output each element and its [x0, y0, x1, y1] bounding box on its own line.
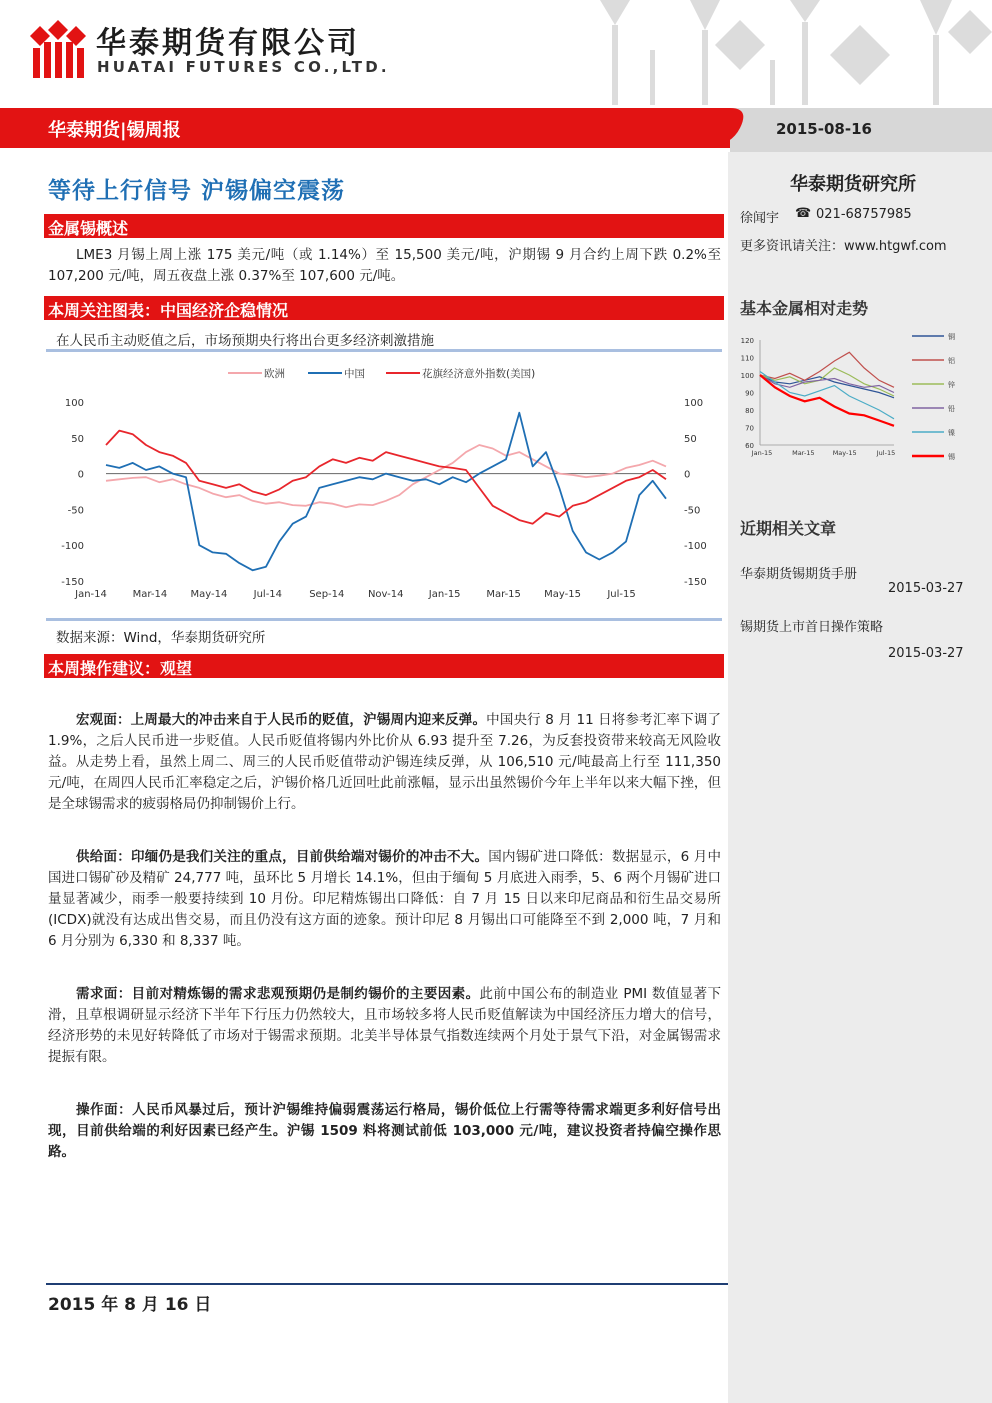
report-section-title: 华泰期货|锡周报	[48, 120, 181, 141]
section-bar-tail	[690, 108, 750, 148]
y-tick-label: 80	[745, 407, 754, 415]
supply-lead: 供给面：印缅仍是我们关注的重点，目前供给端对锡价的冲击不大。	[76, 849, 489, 865]
y-tick-label-right: 50	[684, 433, 697, 445]
legend-label: 锡	[948, 453, 955, 461]
huatai-logo-icon	[30, 20, 86, 78]
x-tick-label: Mar-14	[132, 589, 168, 600]
article-date: 2015-03-27	[888, 581, 964, 596]
sidebar-articles-title: 近期相关文章	[740, 519, 837, 538]
y-tick-label-left: 50	[71, 433, 84, 445]
y-tick-label-right: 0	[684, 469, 691, 481]
company-name-cn: 华泰期货有限公司	[96, 26, 360, 61]
operation-paragraph: 操作面：人民币风暴过后，预计沪锡维持偏弱震荡运行格局，锡价低位上行需等待需求端更多利好信号出现，目前供给端的利好因素已经产生。沪锡 1509 料将测试前低 103,000 元/吨，建议投资者持偏空操作思路。	[48, 1102, 721, 1160]
sidebar-phone: 021-68757985	[816, 207, 912, 222]
y-tick-label-left: -100	[61, 541, 84, 553]
demand-paragraph	[48, 984, 721, 1068]
macro-lead: 宏观面：上周最大的冲击来自于人民币的贬值，沪锡周内迎来反弹。	[76, 712, 487, 728]
macro-paragraph	[48, 710, 721, 815]
demand-text: 此前中国公布的制造业 PMI 数值显著下滑，且草根调研显示经济下半年下行压力仍然较大，且市场较多将人民币贬值解读为中国经济压力增大的信号，经济形势的未见好转降低了市场对于锡需求预期。北美半导体景气指数连续两个月处于景气下沿，对金属锡需求提振有限。	[48, 986, 721, 1065]
article-link[interactable]: 锡期货上市首日操作策略	[740, 620, 884, 635]
overview-bar	[44, 214, 724, 238]
x-tick-label: Jul-15	[876, 449, 896, 457]
page-header	[0, 0, 992, 105]
macro-text: 中国央行 8 月 11 日将参考汇率下调了 1.9%，之后人民币进一步贬值。人民币贬值将锡内外比价从 6.93 提升至 7.26，为反套投资带来较高无风险收益。从走势上看，虽然上周二、周三的人民币贬值带动沪锡连续反弹，从 106,510 元/吨最高上行至 111,350 元/吨，在周四人民币汇率稳定之后，沪锡价格几近回吐此前涨幅，显示出虽然锡价今年上半年以来大幅下挫，但是全球锡需求的疲弱格局仍抑制锡价上行。	[48, 712, 722, 812]
supply-paragraph	[48, 847, 721, 952]
phone-icon: ☎	[795, 206, 812, 221]
y-tick-label: 100	[740, 372, 754, 380]
x-tick-label: Sep-14	[309, 589, 345, 600]
series-line	[106, 413, 666, 571]
article-link[interactable]: 华泰期货锡期货手册	[740, 567, 858, 582]
legend-label: 铅	[948, 405, 955, 413]
legend-label: 铝	[948, 357, 955, 365]
footer-rule	[46, 1283, 728, 1285]
overview-text: LME3 月锡上周上涨 175 美元/吨（或 1.14%）至 15,500 美元/吨，沪期锡 9 月合约上周下跌 0.2%至 107,200 元/吨，周五夜盘上涨 0.37%至 107,600 元/吨。	[48, 247, 721, 284]
footer-date: 2015 年 8 月 16 日	[48, 1295, 212, 1315]
legend-label: 铜	[948, 333, 955, 341]
report-date: 2015-08-16	[776, 120, 872, 138]
x-tick-label: Nov-14	[367, 589, 404, 600]
y-tick-label: 90	[745, 389, 754, 398]
header-decoration	[560, 0, 992, 105]
sidebar-metal-title: 基本金属相对走势	[740, 299, 869, 318]
focus-bar	[44, 296, 724, 320]
advice-bar	[44, 654, 724, 678]
x-tick-label: May-15	[544, 589, 582, 600]
demand-lead: 需求面：目前对精炼锡的需求悲观预期仍是制约锡价的主要因素。	[76, 986, 480, 1002]
x-tick-label: Mar-15	[486, 589, 521, 600]
legend-label: 锌	[948, 381, 955, 389]
x-tick-label: Jul-15	[607, 589, 636, 600]
y-tick-label-left: 100	[64, 398, 84, 409]
x-tick-label: Jan-15	[428, 589, 461, 600]
economic-surprise-chart	[46, 358, 722, 608]
y-tick-label-right: -100	[684, 541, 707, 553]
y-tick-label: 70	[745, 424, 754, 433]
advice-title: 本周操作建议：观望	[48, 659, 193, 678]
legend-label: 中国	[344, 368, 365, 380]
sidebar-follow: 更多资讯请关注：www.htgwf.com	[740, 239, 947, 254]
article-date: 2015-03-27	[888, 646, 964, 661]
x-tick-label: Jul-14	[253, 589, 283, 600]
legend-label: 镍	[948, 429, 955, 437]
y-tick-label: 110	[740, 354, 754, 363]
metal-relative-chart	[734, 326, 964, 464]
chart-bottom-rule	[46, 618, 722, 621]
y-tick-label-right: -150	[684, 577, 707, 588]
y-tick-label-right: -50	[684, 505, 701, 517]
legend-label: 欧洲	[264, 368, 285, 380]
y-tick-label-left: -50	[67, 505, 84, 517]
legend-label: 花旗经济意外指数(美国)	[422, 368, 536, 380]
headline: 等待上行信号 沪锡偏空震荡	[48, 178, 346, 204]
y-tick-label: 120	[740, 337, 754, 345]
company-name-en: HUATAI FUTURES CO.,LTD.	[97, 58, 390, 76]
chart-caption: 在人民币主动贬值之后，市场预期央行将出台更多经济刺激措施	[56, 333, 434, 349]
y-tick-label-left: 0	[77, 469, 84, 481]
x-tick-label: May-15	[832, 449, 857, 457]
supply-text: 国内锡矿进口降低：数据显示，6 月中国进口锡矿砂及精矿 24,777 吨，虽环比 5 月增长 14.1%，但由于缅甸 5 月底进入雨季，5、6 两个月锡矿进口量显著减少，雨季一般要持续到 10 月份。印尼精炼锡出口降低：自 7 月 15 日以来印尼商品和衍生品交易所(ICDX)就没有达成出售交易，而且仍没有这方面的迹象。预计印尼 8 月锡出口可能降至不到 2,000 吨，7 月和 6 月分别为 6,330 和 8,337 吨。	[48, 849, 721, 949]
chart-top-rule	[46, 349, 722, 352]
x-tick-label: Jan-14	[75, 589, 107, 600]
chart-source: 数据来源：Wind，华泰期货研究所	[56, 630, 266, 646]
focus-title: 本周关注图表：中国经济企稳情况	[48, 301, 289, 320]
x-tick-label: Jan-15	[751, 449, 773, 457]
y-tick-label: 60	[745, 442, 754, 450]
sidebar-institute: 华泰期货研究所	[790, 174, 916, 195]
overview-title: 金属锡概述	[48, 219, 129, 238]
x-tick-label: May-14	[190, 589, 228, 600]
y-tick-label-right: 100	[684, 398, 704, 409]
x-tick-label: Mar-15	[792, 449, 815, 457]
sidebar-analyst: 徐闻宇	[740, 211, 780, 226]
y-tick-label-left: -150	[61, 577, 84, 588]
